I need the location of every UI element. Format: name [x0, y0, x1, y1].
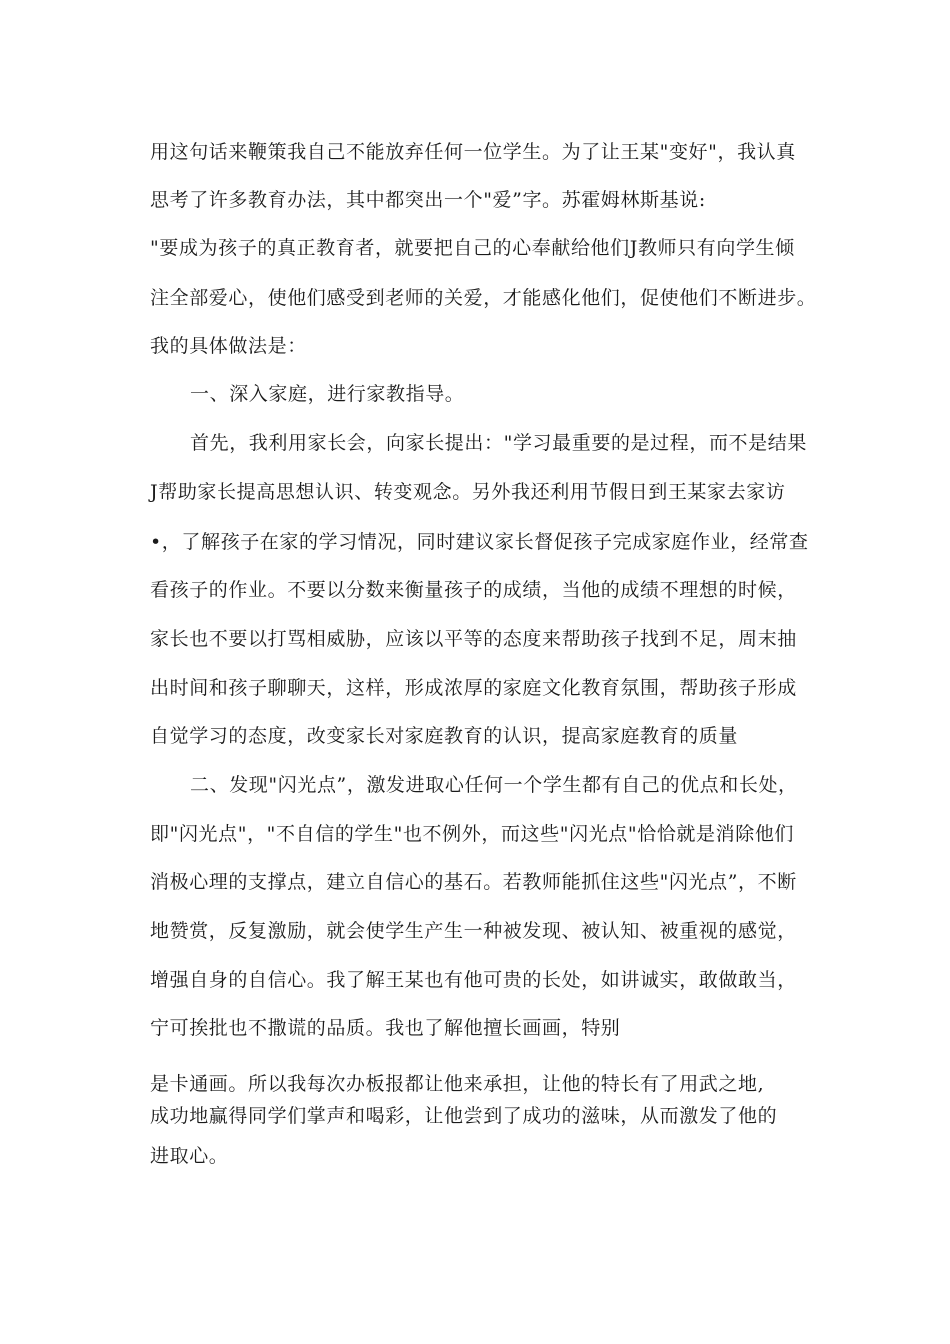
section-heading-2: 二、发现"闪光点”，激发进取心任何一个学生都有自己的优点和长处， [190, 774, 798, 796]
paragraph-line-7: 首先，我利用家长会，向家长提出："学习最重要的是过程，而不是结果 [190, 432, 807, 454]
paragraph-line-5: 我的具体做法是： [150, 335, 307, 357]
paragraph-line-22: 进取心。 [150, 1145, 229, 1167]
paragraph-line-17: 地赞赏，反复激励，就会使学生产生一种被发现、被认知、被重视的感觉， [150, 920, 797, 942]
paragraph-line-10: 看孩子的作业。不要以分数来衡量孩子的成绩，当他的成绩不理想的时候， [150, 579, 797, 601]
paragraph-line-9: •，了解孩子在家的学习情况，同时建议家长督促孩子完成家庭作业，经常查 [150, 531, 809, 553]
paragraph-line-20: 是卡通画。所以我每次办板报都让他来承担，让他的特长有了用武之地, [150, 1073, 765, 1095]
paragraph-line-18: 增强自身的自信心。我了解王某也有他可贵的长处，如讲诚实，敢做敢当， [150, 969, 797, 991]
section-heading-1: 一、深入家庭，进行家教指导。 [190, 383, 465, 405]
paragraph-line-8: J帮助家长提高思想认识、转变观念。另外我还利用节假日到王某家去家访 [150, 481, 786, 503]
paragraph-line-4: 注全部爱心，使他们感受到老师的关爱，才能感化他们，促使他们不断进步。 [150, 287, 817, 309]
paragraph-line-21: 成功地赢得同学们掌声和喝彩，让他尝到了成功的滋味，从而激发了他的 [150, 1105, 778, 1127]
paragraph-line-12: 出时间和孩子聊聊天，这样，形成浓厚的家庭文化教育氛围，帮助孩子形成 [150, 677, 797, 699]
paragraph-line-15: 即"闪光点"，"不自信的学生"也不例外，而这些"闪光点"恰恰就是消除他们 [150, 823, 795, 845]
paragraph-line-2: 思考了许多教育办法，其中都突出一个"爱”字。苏霍姆林斯基说: [150, 189, 706, 211]
paragraph-line-16: 消极心理的支撑点，建立自信心的基石。若教师能抓住这些"闪光点”，不断 [150, 871, 797, 893]
paragraph-line-1: 用这句话来鞭策我自己不能放弃任何一位学生。为了让王某"变好"，我认真 [150, 141, 796, 163]
paragraph-line-19: 宁可挨批也不撒谎的品质。我也了解他擅长画画，特别 [150, 1017, 621, 1039]
paragraph-line-3: "要成为孩子的真正教育者，就要把自己的心奉献给他们J教师只有向学生倾 [150, 237, 795, 259]
paragraph-line-11: 家长也不要以打骂相威胁，应该以平等的态度来帮助孩子找到不足，周末抽 [150, 628, 797, 650]
paragraph-line-13: 自觉学习的态度，改变家长对家庭教育的认识，提高家庭教育的质量 [150, 725, 739, 747]
